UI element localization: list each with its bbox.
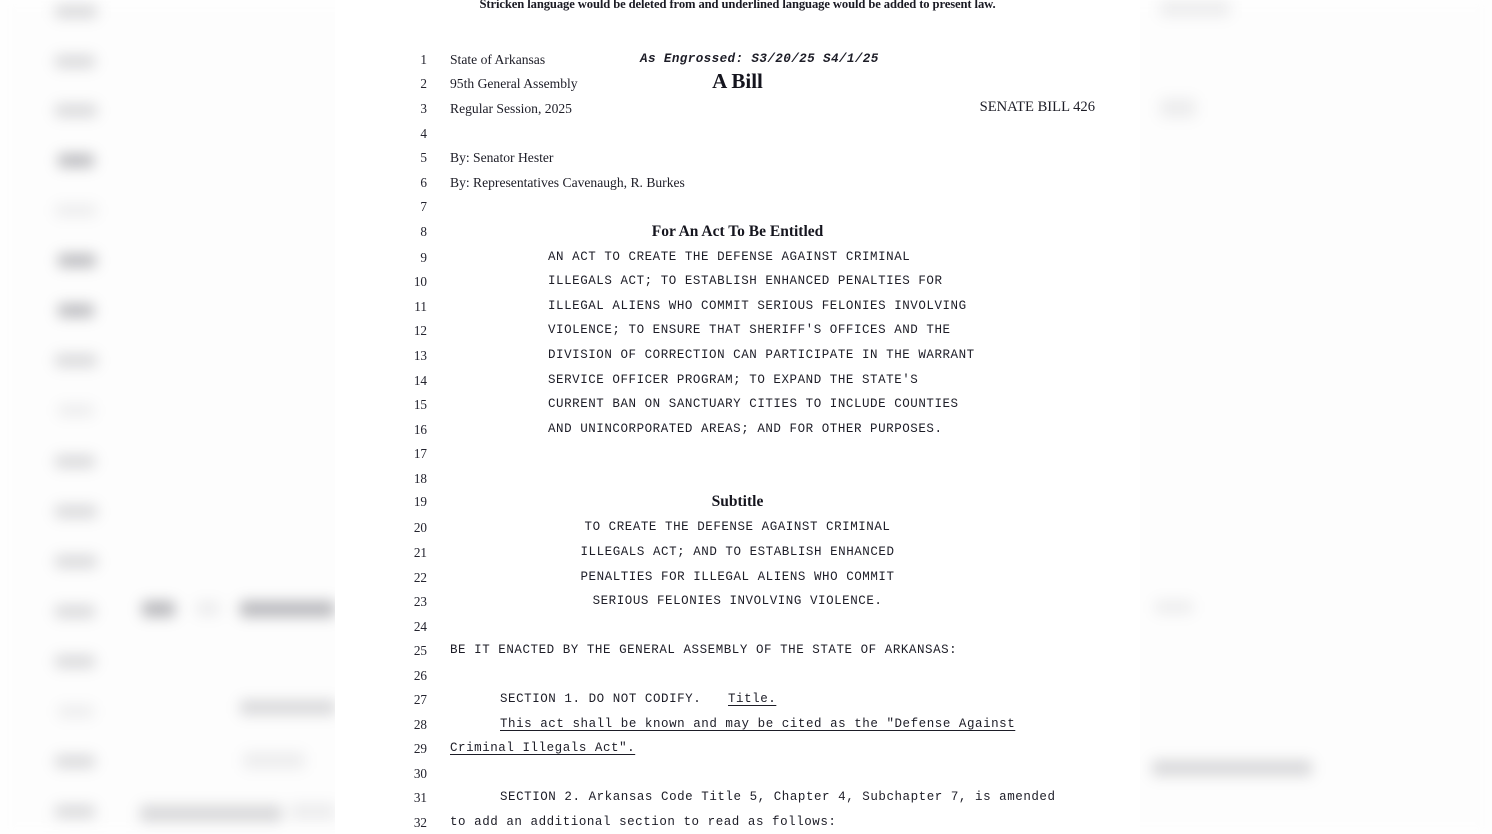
regular-session: Regular Session, 2025: [450, 101, 572, 116]
line-number: 31: [413, 790, 427, 805]
document-line: [335, 224, 1140, 249]
section-1-title-label: Title.: [728, 692, 777, 706]
line-number: 6: [420, 175, 427, 190]
line-number: 19: [413, 494, 427, 509]
title-body-line: SERVICE OFFICER PROGRAM; TO EXPAND THE STATE'S: [548, 373, 919, 387]
document-line: [335, 299, 1140, 324]
line-number: 27: [413, 692, 427, 707]
line-number: 5: [420, 150, 427, 165]
line-number: 20: [413, 520, 427, 535]
document-line: [335, 373, 1140, 398]
a-bill-title: A Bill: [712, 69, 763, 93]
line-number: 26: [413, 668, 427, 683]
line-number: 24: [413, 619, 427, 634]
line-number: 7: [420, 199, 427, 214]
document-line: [335, 69, 1140, 101]
document-line: [335, 446, 1140, 471]
state-of-arkansas: State of Arkansas: [450, 52, 546, 67]
subtitle-body-line: TO CREATE THE DEFENSE AGAINST CRIMINAL: [584, 520, 891, 534]
senate-sponsor: By: Senator Hester: [450, 150, 554, 165]
line-number: 13: [413, 348, 427, 363]
document-line: [335, 126, 1140, 151]
document-line: [335, 668, 1140, 693]
stricken-language-disclaimer: Stricken language would be deleted from and underlined language would be added to present law.: [479, 0, 996, 11]
for-an-act-heading: For An Act To Be Entitled: [651, 223, 824, 240]
line-number: 12: [413, 323, 427, 338]
line-number: 10: [413, 274, 427, 289]
enacting-clause: BE IT ENACTED BY THE GENERAL ASSEMBLY OF THE STATE OF ARKANSAS:: [450, 643, 958, 657]
document-line: [335, 790, 1140, 815]
section-1-body-line: This act shall be known and may be cited as the "Defense Against: [500, 717, 1016, 731]
line-number: 21: [413, 545, 427, 560]
document-line: [335, 397, 1140, 422]
document-line: [335, 643, 1140, 668]
subtitle-body-line: SERIOUS FELONIES INVOLVING VIOLENCE.: [592, 594, 883, 608]
section-1-body-line: Criminal Illegals Act".: [450, 741, 636, 755]
subtitle-heading: Subtitle: [711, 493, 764, 510]
line-number: 28: [413, 717, 427, 732]
document-line: [335, 766, 1140, 791]
title-body-line: CURRENT BAN ON SANCTUARY CITIES TO INCLUDE COUNTIES: [548, 397, 959, 411]
line-number: 18: [413, 471, 427, 486]
line-number: 30: [413, 766, 427, 781]
bill-document-page: [335, 0, 1140, 834]
document-line: [335, 520, 1140, 545]
line-number: 25: [413, 643, 427, 658]
title-body-line: ILLEGAL ALIENS WHO COMMIT SERIOUS FELONIES INVOLVING: [548, 299, 967, 313]
house-sponsors: By: Representatives Cavenaugh, R. Burkes: [450, 175, 685, 190]
document-line: [335, 101, 1140, 126]
document-line: [335, 717, 1140, 742]
line-number: 4: [420, 126, 427, 141]
document-line: [335, 570, 1140, 595]
as-engrossed-dates: As Engrossed: S3/20/25 S4/1/25: [640, 52, 879, 66]
general-assembly: 95th General Assembly: [450, 76, 578, 91]
document-line: [335, 594, 1140, 619]
title-body-line: AN ACT TO CREATE THE DEFENSE AGAINST CRIMINAL: [548, 250, 911, 264]
title-body-line: VIOLENCE; TO ENSURE THAT SHERIFF'S OFFICES AND THE: [548, 323, 951, 337]
document-line: [335, 199, 1140, 224]
line-number: 8: [420, 224, 427, 239]
document-line: [335, 545, 1140, 570]
line-number: 9: [420, 250, 427, 265]
subtitle-body-line: ILLEGALS ACT; AND TO ESTABLISH ENHANCED: [580, 545, 895, 559]
document-line: [335, 494, 1140, 519]
line-number: 1: [420, 52, 427, 67]
line-number: 11: [414, 299, 427, 314]
title-body-line: DIVISION OF CORRECTION CAN PARTICIPATE IN THE WARRANT: [548, 348, 975, 362]
document-line: [335, 250, 1140, 275]
line-number: 2: [420, 76, 427, 91]
line-number: 16: [413, 422, 427, 437]
section-1-lead: SECTION 1. DO NOT CODIFY.: [500, 692, 702, 706]
line-number: 3: [420, 101, 427, 116]
line-number: 22: [413, 570, 427, 585]
line-number: 32: [413, 815, 427, 830]
senate-bill-number: SENATE BILL 426: [979, 99, 1095, 115]
document-line: [335, 815, 1140, 834]
document-line: [335, 741, 1140, 766]
document-line: [335, 422, 1140, 447]
document-line: [335, 274, 1140, 299]
document-line: [335, 323, 1140, 348]
line-number: 14: [413, 373, 427, 388]
document-line: [335, 692, 1140, 717]
line-number: 15: [413, 397, 427, 412]
document-line: [335, 150, 1140, 175]
subtitle-body-line: PENALTIES FOR ILLEGAL ALIENS WHO COMMIT: [580, 570, 895, 584]
title-body-line: AND UNINCORPORATED AREAS; AND FOR OTHER PURPOSES.: [548, 422, 943, 436]
line-number: 29: [413, 741, 427, 756]
document-line: [335, 175, 1140, 200]
section-2-line: SECTION 2. Arkansas Code Title 5, Chapter 4, Subchapter 7, is amended: [500, 790, 1056, 804]
document-line: [335, 619, 1140, 644]
document-line: [335, 471, 1140, 496]
section-2-line: to add an additional section to read as follows:: [450, 815, 837, 829]
line-number: 17: [413, 446, 427, 461]
line-number: 23: [413, 594, 427, 609]
title-body-line: ILLEGALS ACT; TO ESTABLISH ENHANCED PENALTIES FOR: [548, 274, 943, 288]
document-line: [335, 348, 1140, 373]
